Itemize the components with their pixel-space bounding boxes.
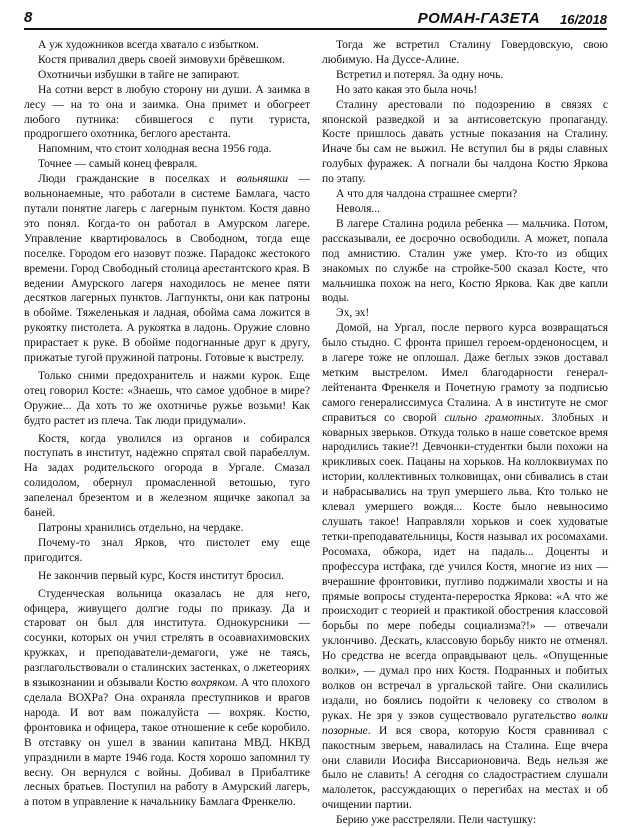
paragraph: А уж художников всегда хватало с избытком. bbox=[38, 39, 259, 51]
paragraph: Неволя... bbox=[336, 202, 381, 215]
left-column bbox=[24, 38, 310, 810]
italic-term: вохряком bbox=[190, 677, 235, 690]
paragraph bbox=[24, 587, 310, 811]
right-column bbox=[322, 38, 608, 828]
paragraph: Охотничьи избушки в тайге не запирают. bbox=[38, 68, 240, 81]
paragraph: Встретил и потерял. За одну ночь. bbox=[336, 68, 504, 81]
paragraph: А что для чалдона страшнее смерти? bbox=[336, 188, 518, 201]
page-number: 8 bbox=[24, 9, 33, 26]
page-header bbox=[24, 6, 607, 30]
paragraph: Берию уже расстреляли. Пели частушку: bbox=[336, 814, 537, 827]
text-run: . Злобных и коварных зверьков. Откуда только в наше советское время народились такие?! Девчонки-студентки были похожи на крикливых соек. Пацаны на хорьков. На коллоквиумах по истории, коллективных толковищах, они сбивались в стаи и набрасывались на труп умершего льва. Кто только не клевал умершего вождя... Косте было невыносимо слушать такое! Направляли хорьков и соек худоватые тетки-преподавательницы, Костя называл их росомахами. Росомаха, обжора, идет на падаль... Доценты и профессура истфака, где учился Костя, многие из них — вчерашние фронтовики, пугливо поджимали хвосты и на прямые вопросы студента-переростка Яркова: «А что же происходит с теорией и практикой обострения классовой борьбы по мере победы социализма?!» — отвечали уклончиво. Дескать, классовую борьбу никто не отменял. Но средства не всегда оправдывают цель. «Опущенные волки», — думал про них Костя. Подранных и побитых волков он встречал в ургальской тайге. Они скалились издали, но боялись подойти к человеку со стволом в руках. Не зря у зэков существовало ругательство bbox=[322, 411, 608, 722]
paragraph: Только сними предохранитель и нажми курок. Еще отец говорил Косте: «Знаешь, что самое удобное в мире? Оружие... Да хоть то же охотничье ружье возьми! Как будто растет из плеча. Так люди придумали». bbox=[24, 369, 310, 427]
paragraph: На сотни верст в любую сторону ни души. А заимка в лесу — на то она и заимка. Она примет и обогреет любого путника: сбившегося с пути туриста, продрогшего охотника, беглого арестанта. bbox=[24, 83, 310, 141]
italic-term: волки позорные bbox=[322, 709, 608, 737]
paragraph bbox=[24, 172, 310, 366]
paragraph: Не закончив первый курс, Костя институт бросил. bbox=[38, 569, 284, 582]
magazine-title: РОМАН-ГАЗЕТА bbox=[417, 10, 540, 27]
text-run: Домой, на Ургал, после первого курса возвращаться было стыдно. С фронта пришел героем-орденоносцем, и в лагере тоже не оплошал. Даже беглых зэков доставал метким выстрелом. Имел благодарности генерал-лейтенанта Френкеля и Почетную грамоту за подписью самого генералиссимуса Сталина. А в институте не смог справиться со сворой bbox=[322, 322, 608, 424]
header-right bbox=[418, 10, 607, 28]
text-run: Студенческая вольница оказалась не для него, офицера, живущего долгие годы по приказу. Да и староват он был для института. Однокурсники — сосунки, которых он учил стрелять в осоавиахимовских кружках, и преподаватели-демагоги, уже не таясь, разглагольствовали о сталинских застенках, о лжетеориях в языкознании и обзывали Костю bbox=[24, 587, 310, 690]
paragraph: В лагере Сталина родила ребенка — мальчика. Потом, рассказывали, ее досрочно освободили. А может, попала под амнистию. Сталин уже умер. Кто-то из общих знакомых по службе на стройке-500 сказал Косте, что мальчишка похож на него, Костю Яркова. Как две капли воды. bbox=[322, 217, 608, 305]
paragraph: Тогда же встретил Сталину Говердовскую, свою любимую. На Дуссе-Алине. bbox=[322, 39, 608, 66]
paragraph: Почему-то знал Ярков, что пистолет ему еще пригодится. bbox=[24, 536, 310, 564]
paragraph: Костя, когда уволился из органов и собирался поступать в институт, надежно спрятал свой парабеллум. На задах родительского огорода в Ургале. Смазал солидолом, обернул промасленной ветошью, туго запеленал брезентом и в железном ящичке закопал за баней. bbox=[24, 432, 310, 520]
paragraph: Точнее — самый конец февраля. bbox=[38, 158, 198, 171]
italic-term: вольняшки bbox=[236, 173, 289, 186]
paragraph: Сталину арестовали по подозрению в связях с японской разведкой и за антисоветскую пропаганду. Косте пришлось давать устные показания на Сталину. Иначе бы сам не выжил. Не вступил бы в ряды славных голубых фуражек. А погнали бы чалдона Костю Яркова по этапу. bbox=[322, 98, 608, 186]
paragraph: Но зато какая это была ночь! bbox=[336, 83, 478, 96]
paragraph: Костя привалил дверь своей зимовухи брёвешком. bbox=[38, 53, 285, 66]
text-run: . И вся свора, которую Костя сравнивал с пакостным зверьем, навалилась на Сталина. Еще вчера они славили Иосифа Виссарионовича. Ведь нельзя же было не славить! А сегодня со сладострастием слушали малолеток, рассуждающих о перегибах на местах и об очищении партии. bbox=[322, 724, 608, 812]
paragraph: Напомним, что стоит холодная весна 1956 года. bbox=[38, 143, 272, 156]
issue-number: 16/2018 bbox=[560, 12, 607, 27]
text-run: — вольнонаемные, что работали в системе Бамлага, часто путали понятие лагерь с лагерным пунктом. Костя давно это понял. Когда-то он работал в Амурском лагере. Управление квартировалось в Свободном, тогда еще поселке. Городом его назовут позже. Парадокс жестокого времени. Город Свободный столица арестантского края. В ведении Амурского лагеря находилось не менее пяти десятков лагерных пунктов. Лагпункты, они как патроны в обойме. Тяжеленькая и ладная, обойма сама ложится в рукоятку пистолета. А рукоятка в ладонь. Оружие словно прирастает к руке. В обойме подогнанные друг к другу, прижатые тугой пружиной патроны. Готовые к выстрелу. bbox=[24, 173, 311, 365]
paragraph bbox=[322, 321, 608, 813]
italic-term: сильно грамотных bbox=[444, 411, 541, 424]
text-run: Люди гражданские в поселках и bbox=[38, 173, 237, 186]
paragraph: Патроны хранились отдельно, на чердаке. bbox=[38, 522, 244, 534]
text-run: . А что плохого сделала ВОХРа? Она охраняла преступников и врагов народа. И вот вам пожалуйста — вохряк. Костю, фронтовика и офицера, такое отношение к себе коробило. В отставку он ушел в звании капитана МВД. НКВД упразднили в марте 1946 года. Костя хорошо запомнил ту весну. Он вернулся с войны. Добивал в Прибалтике лесных братьев. Поступил на работу в Амурский лагерь, а потом в управление к начальнику Бамлага Френкелю. bbox=[24, 677, 311, 809]
paragraph: Эх, эх! bbox=[336, 307, 370, 320]
